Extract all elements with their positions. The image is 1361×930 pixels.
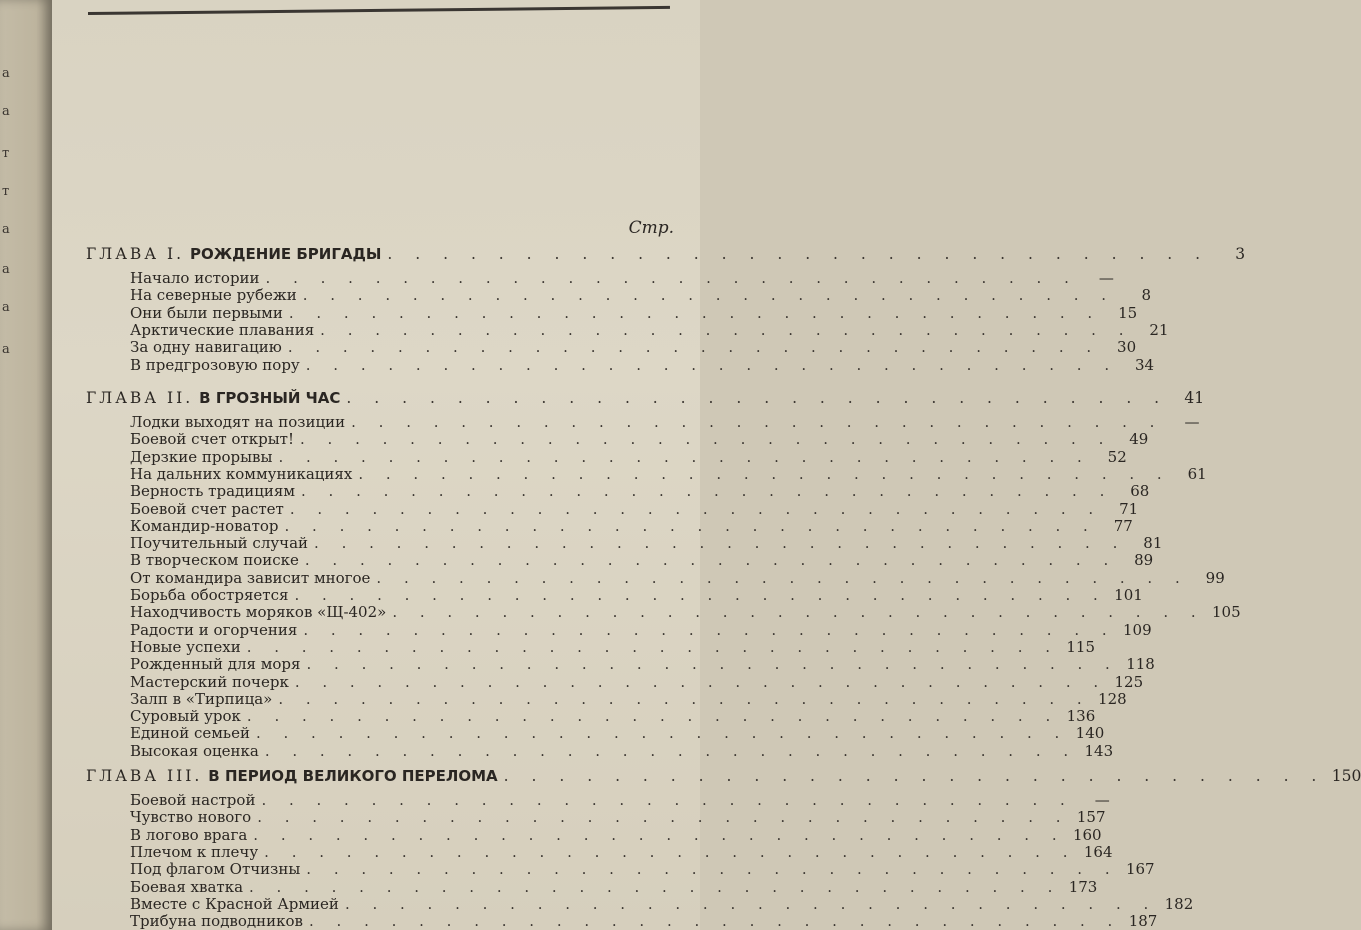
dot-leader: . . . . . . . . . . . . . . . . . . . . . . . . . . . . . .: [387, 245, 1210, 263]
dot-leader: . . . . . . . . . . . . . . . . . . . . . . . . . . . . . .: [346, 389, 1169, 407]
toc-entry: [130, 894, 1194, 913]
dot-leader: . . . . . . . . . . . . . . . . . . . . . . . . . . . . . .: [302, 286, 1116, 305]
page-number: 81: [1143, 534, 1163, 553]
toc-entry: [130, 707, 1096, 726]
toc-entry: [130, 825, 1102, 844]
toc-entry: [130, 672, 1144, 691]
chapter-title: В ПЕРИОД ВЕЛИКОГО ПЕРЕЛОМА: [208, 767, 498, 785]
toc-entry: [130, 689, 1127, 708]
dot-leader: . . . . . . . . . . . . . . . . . . . . . . . . . . . . . .: [253, 825, 1066, 844]
entry-title: Трибуна подводников: [130, 912, 303, 930]
dot-leader: . . . . . . . . . . . . . . . . . . . . . . . . . . . . . .: [278, 447, 1091, 466]
chapter-number: ГЛАВА I.: [86, 245, 185, 263]
toc-entry: [130, 741, 1114, 760]
toc-entry: [130, 320, 1169, 339]
toc-entry: [130, 430, 1149, 449]
dot-leader: . . . . . . . . . . . . . . . . . . . . . . . . . . . . . .: [344, 894, 1158, 913]
dot-leader: . . . . . . . . . . . . . . . . . . . . . . . . . . . . . .: [278, 689, 1091, 708]
entry-title: Лодки выходят на позиции: [130, 413, 346, 431]
toc-entry: [130, 586, 1143, 604]
chapter-number: ГЛАВА II.: [86, 389, 194, 407]
toc-entry: [130, 338, 1137, 357]
page-number: 150: [1331, 767, 1361, 785]
page-number: 77: [1113, 516, 1133, 535]
page-number: 99: [1205, 568, 1225, 587]
entry-title: На дальних коммуникациях: [130, 464, 353, 483]
toc-entry: [130, 724, 1105, 743]
dot-leader: . . . . . . . . . . . . . . . . . . . . . . . . . . . . . .: [246, 707, 1060, 726]
edge-letter: а: [2, 262, 10, 277]
toc-entry: [130, 551, 1154, 570]
page-number: 140: [1075, 724, 1105, 743]
dot-leader: . . . . . . . . . . . . . . . . . . . . . . . . . . . . . .: [351, 413, 1164, 431]
dot-leader: . . . . . . . . . . . . . . . . . . . . . . . . . . . . . .: [246, 637, 1060, 656]
chapter-heading: [86, 389, 1205, 407]
page-number: 61: [1187, 464, 1207, 483]
entry-title: Боевой счет открыт!: [130, 430, 295, 449]
toc-entry: [130, 516, 1133, 535]
dot-leader: . . . . . . . . . . . . . . . . . . . . . . . . . . . . . .: [287, 338, 1101, 357]
page-number: 136: [1066, 707, 1096, 726]
dot-leader: . . . . . . . . . . . . . . . . . . . . . . . . . . . . . .: [261, 791, 1074, 809]
dot-leader: . . . . . . . . . . . . . . . . . . . . . . . . . . . . . .: [358, 464, 1171, 483]
toc-entry: [130, 303, 1138, 322]
page-number: 101: [1114, 586, 1143, 604]
toc-entry: [130, 655, 1155, 674]
toc-entry: [130, 269, 1114, 287]
dot-leader: . . . . . . . . . . . . . . . . . . . . . . . . . . . . . .: [392, 603, 1205, 622]
page-number: 173: [1068, 877, 1098, 896]
toc-entry: [130, 877, 1098, 896]
dot-leader: . . . . . . . . . . . . . . . . . . . . . . . . . . . . . .: [301, 482, 1114, 501]
page-number: 109: [1123, 620, 1152, 639]
dot-leader: . . . . . . . . . . . . . . . . . . . . . . . . . . . . . .: [314, 534, 1127, 553]
dot-leader: . . . . . . . . . . . . . . . . . . . . . . . . . . . . . .: [294, 672, 1108, 691]
page-number: 164: [1083, 842, 1113, 861]
toc-entry: [130, 637, 1096, 656]
entry-title: В предгрозовую пору: [130, 355, 300, 374]
entry-title: Находчивость моряков «Щ-402»: [130, 603, 387, 622]
entry-title: На северные рубежи: [130, 286, 297, 305]
dot-leader: . . . . . . . . . . . . . . . . . . . . . . . . . . . . . .: [306, 860, 1119, 879]
entry-title: Под флагом Отчизны: [130, 860, 301, 879]
toc-entry: [130, 286, 1152, 305]
edge-letter: а: [2, 104, 10, 119]
entry-title: Мастерский почерк: [130, 672, 289, 691]
entry-title: Борьба обостряется: [130, 586, 289, 604]
dot-leader: . . . . . . . . . . . . . . . . . . . . . . . . . . . . . .: [264, 842, 1077, 861]
page-column-header: Стр.: [628, 218, 674, 238]
entry-title: Они были первыми: [130, 303, 283, 322]
chapter-title: В ГРОЗНЫЙ ЧАС: [199, 389, 341, 407]
entry-title: В логово врага: [130, 825, 248, 844]
page-number: 118: [1126, 655, 1155, 674]
page-number: 157: [1076, 808, 1106, 827]
toc-entry: [130, 620, 1152, 639]
toc-entry: [130, 482, 1150, 501]
dot-leader: . . . . . . . . . . . . . . . . . . . . . . . . . . . . . .: [265, 269, 1078, 287]
dot-leader: . . . . . . . . . . . . . . . . . . . . . . . . . . . . . .: [249, 877, 1062, 896]
chapter-number: ГЛАВА III.: [86, 767, 203, 785]
edge-letter: т: [2, 146, 10, 161]
page-number: 115: [1066, 637, 1096, 656]
page-number: 30: [1117, 338, 1137, 357]
dot-leader: . . . . . . . . . . . . . . . . . . . . . . . . . . . . . .: [306, 655, 1119, 674]
dot-leader: . . . . . . . . . . . . . . . . . . . . . . . . . . . . . .: [255, 724, 1069, 743]
edge-letter: а: [2, 342, 10, 357]
toc-entry: [130, 534, 1163, 553]
toc-entry: [130, 447, 1127, 466]
page-number: 143: [1084, 741, 1114, 760]
page-number: 8: [1141, 286, 1152, 305]
edge-letter: а: [2, 66, 10, 81]
page-number: 15: [1118, 303, 1138, 322]
page-number: 187: [1128, 912, 1158, 930]
page-number: 34: [1135, 355, 1155, 374]
page-number: 105: [1212, 603, 1241, 622]
dot-leader: . . . . . . . . . . . . . . . . . . . . . . . . . . . . . .: [309, 912, 1122, 930]
entry-title: Начало истории: [130, 269, 260, 287]
page-number: 21: [1149, 320, 1169, 339]
page-number: 41: [1184, 389, 1205, 407]
page-number: 3: [1235, 245, 1246, 263]
page-number: 182: [1164, 894, 1194, 913]
dot-leader: . . . . . . . . . . . . . . . . . . . . . . . . . . . . . .: [303, 620, 1116, 639]
entry-title: Верность традициям: [130, 482, 296, 501]
dot-leader: . . . . . . . . . . . . . . . . . . . . . . . . . . . . . .: [376, 568, 1189, 587]
toc-entry: [130, 791, 1110, 809]
entry-title: Высокая оценка: [130, 741, 259, 760]
page-number: 52: [1107, 447, 1127, 466]
page-number: 160: [1072, 825, 1102, 844]
toc-entry: [130, 842, 1113, 861]
dot-leader: . . . . . . . . . . . . . . . . . . . . . . . . . . . . . .: [294, 586, 1107, 604]
page-number: —: [1184, 413, 1200, 431]
entry-title: Боевая хватка: [130, 877, 244, 896]
toc-entry: [130, 912, 1158, 930]
entry-title: Рожденный для моря: [130, 655, 301, 674]
toc-entry: [130, 413, 1200, 431]
dot-leader: . . . . . . . . . . . . . . . . . . . . . . . . . . . . . .: [288, 303, 1102, 322]
toc-entry: [130, 499, 1139, 518]
page-number: 128: [1098, 689, 1127, 708]
entry-title: Новые успехи: [130, 637, 241, 656]
dot-leader: . . . . . . . . . . . . . . . . . . . . . . . . . . . . . .: [264, 741, 1078, 760]
dot-leader: . . . . . . . . . . . . . . . . . . . . . . . . . . . . . .: [503, 767, 1326, 785]
page-number: 49: [1129, 430, 1149, 449]
entry-title: За одну навигацию: [130, 338, 282, 357]
dot-leader: . . . . . . . . . . . . . . . . . . . . . . . . . . . . . .: [305, 355, 1119, 374]
entry-title: Залп в «Тирпица»: [130, 689, 273, 708]
chapter-heading: [86, 767, 1361, 785]
entry-title: В творческом поиске: [130, 551, 299, 570]
page-number: 125: [1114, 672, 1144, 691]
toc-entry: [130, 860, 1155, 879]
page-number: 167: [1125, 860, 1155, 879]
entry-title: Радости и огорчения: [130, 620, 298, 639]
dot-leader: . . . . . . . . . . . . . . . . . . . . . . . . . . . . . .: [304, 551, 1118, 570]
chapter-heading: [86, 245, 1246, 263]
edge-letter: а: [2, 300, 10, 315]
toc-entry: [130, 808, 1106, 827]
edge-letter: а: [2, 222, 10, 237]
dot-leader: . . . . . . . . . . . . . . . . . . . . . . . . . . . . . .: [284, 516, 1097, 535]
entry-title: От командира зависит многое: [130, 568, 371, 587]
entry-title: Боевой счет растет: [130, 499, 284, 518]
entry-title: Боевой настрой: [130, 791, 256, 809]
dot-leader: . . . . . . . . . . . . . . . . . . . . . . . . . . . . . .: [320, 320, 1133, 339]
dot-leader: . . . . . . . . . . . . . . . . . . . . . . . . . . . . . .: [289, 499, 1103, 518]
entry-title: Командир-новатор: [130, 516, 279, 535]
page-number: —: [1094, 791, 1110, 809]
toc-entry: [130, 568, 1225, 587]
chapter-label: [86, 390, 340, 407]
entry-title: Суровый урок: [130, 707, 241, 726]
edge-letter: т: [2, 184, 10, 199]
page-number: 68: [1130, 482, 1150, 501]
toc-entry: [130, 464, 1207, 483]
toc-entry: [130, 355, 1155, 374]
entry-title: Вместе с Красной Армией: [130, 894, 339, 913]
dot-leader: . . . . . . . . . . . . . . . . . . . . . . . . . . . . . .: [257, 808, 1070, 827]
entry-title: Плечом к плечу: [130, 842, 259, 861]
chapter-label: [86, 768, 498, 785]
chapter-label: [86, 246, 381, 263]
entry-title: Арктические плавания: [130, 320, 315, 339]
page-number: 71: [1119, 499, 1139, 518]
dot-leader: . . . . . . . . . . . . . . . . . . . . . . . . . . . . . .: [300, 430, 1113, 449]
entry-title: Чувство нового: [130, 808, 252, 827]
page-number: 89: [1134, 551, 1154, 570]
entry-title: Дерзкие прорывы: [130, 447, 273, 466]
chapter-title: РОЖДЕНИЕ БРИГАДЫ: [190, 245, 382, 263]
page-number: —: [1098, 269, 1114, 287]
toc-entry: [130, 603, 1241, 622]
entry-title: Единой семьей: [130, 724, 250, 743]
entry-title: Поучительный случай: [130, 534, 309, 553]
